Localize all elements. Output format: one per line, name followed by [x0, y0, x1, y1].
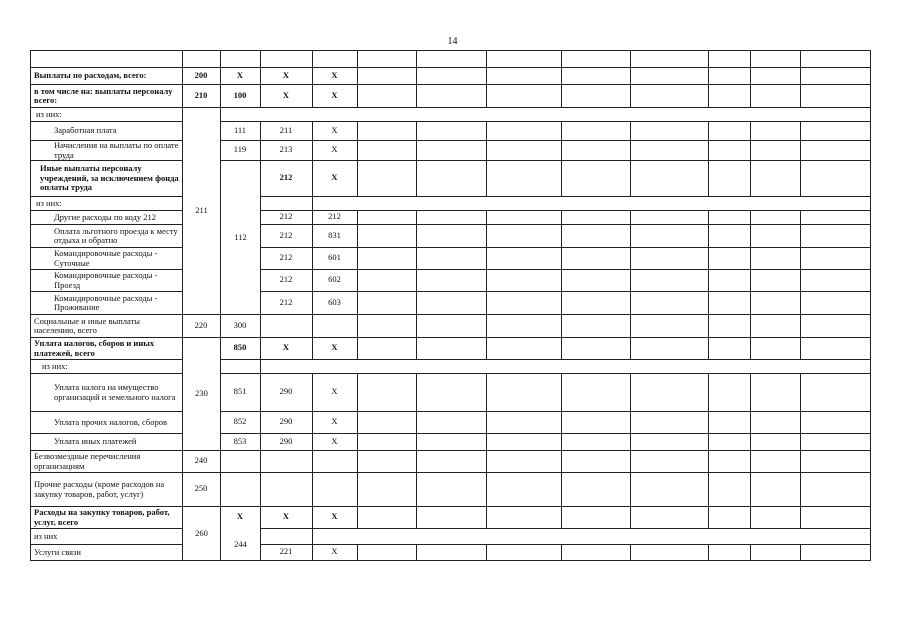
row-label-r22: из них: [34, 530, 58, 541]
col-line: [357, 472, 358, 506]
col-line: [260, 528, 261, 544]
col-line: [750, 247, 751, 269]
col-line: [561, 411, 562, 433]
col-line: [357, 411, 358, 433]
col-line: [561, 450, 562, 472]
kvr-code-r4: 111: [233, 124, 247, 135]
col-line: [260, 314, 261, 337]
col-line: [630, 433, 631, 450]
col-line: [708, 472, 709, 506]
col-line: [800, 450, 801, 472]
kvr-code-r1: X: [236, 69, 244, 80]
col-line: [561, 337, 562, 359]
col-line: [312, 314, 313, 337]
col-line: [630, 472, 631, 506]
col-line: [708, 140, 709, 160]
col-line: [800, 314, 801, 337]
row-label-r8: Другие расходы по коду 212: [54, 211, 156, 222]
col-line: [561, 291, 562, 314]
col-line: [630, 544, 631, 560]
kosgu-code-r23: 221: [279, 546, 293, 557]
row-line: [260, 314, 870, 315]
col-line: [708, 247, 709, 269]
analytic-code-r11: 602: [328, 274, 341, 285]
col-line: [800, 269, 801, 291]
col-line: [416, 506, 417, 528]
col-line: [750, 210, 751, 224]
col-line: [561, 506, 562, 528]
row-line: [260, 472, 870, 473]
col-line: [708, 291, 709, 314]
col-line: [561, 121, 562, 140]
col-line: [357, 433, 358, 450]
col-line: [800, 506, 801, 528]
col-line: [260, 450, 261, 472]
page-number: 14: [447, 36, 458, 47]
col-line: [416, 269, 417, 291]
table-border-top: [30, 50, 870, 51]
col-line: [630, 224, 631, 247]
col-line: [260, 472, 261, 506]
header-col-line: [708, 50, 709, 67]
col-line: [708, 160, 709, 196]
kosgu-code-r14: X: [282, 342, 290, 353]
col-line: [800, 247, 801, 269]
col-line: [800, 121, 801, 140]
kosgu-code-r4: 211: [279, 124, 293, 135]
col-line: [750, 472, 751, 506]
row-label-r1: Выплаты по расходам, всего:: [34, 70, 147, 81]
line-code-r1: 200: [194, 69, 208, 80]
row-line: [260, 528, 870, 529]
col-line: [800, 140, 801, 160]
col-line: [708, 337, 709, 359]
col-line: [416, 544, 417, 560]
col-line: [630, 160, 631, 196]
col-line: [708, 224, 709, 247]
analytic-code-r12: 603: [328, 296, 341, 307]
kvr-code-r16: 851: [233, 386, 247, 397]
col-line: [357, 544, 358, 560]
row-label-r9: Оплата льготного проезда к месту отдыха и обратно: [54, 225, 178, 245]
header-col-line: [800, 50, 801, 67]
table-border-left: [30, 50, 31, 561]
analytic-code-r23: X: [331, 546, 338, 557]
col-line: [486, 291, 487, 314]
row-label-r2: в том числе на: выплаты персоналу всего:: [34, 85, 173, 105]
header-col-line: [220, 50, 221, 67]
col-line: [800, 433, 801, 450]
line-code-r2: 210: [194, 89, 208, 100]
col-line: [708, 121, 709, 140]
col-line: [416, 67, 417, 84]
col-line: [750, 506, 751, 528]
col-line: [561, 373, 562, 411]
col-line: [486, 544, 487, 560]
analytic-code-r21: X: [331, 511, 338, 522]
col-line: [486, 472, 487, 506]
row-line: [220, 560, 260, 561]
col-line: [312, 528, 313, 544]
col-line: [486, 433, 487, 450]
col-line: [312, 472, 313, 506]
col-line: [630, 247, 631, 269]
row-line: [220, 359, 260, 360]
col-line: [486, 84, 487, 107]
col-line: [416, 160, 417, 196]
col-line: [416, 433, 417, 450]
row-label-r19: Безвозмездные перечисления организациям: [34, 451, 141, 471]
row-label-r21: Расходы на закупку товаров, работ, услуг, всего: [34, 507, 170, 527]
row-label-r20: Прочие расходы (кроме расходов на закупку товаров, работ, услуг): [34, 479, 165, 499]
analytic-code-r14: X: [331, 342, 338, 353]
analytic-code-r4: X: [331, 124, 338, 135]
header-col-line: [260, 50, 261, 67]
col-line: [750, 411, 751, 433]
analytic-code-r6: X: [331, 172, 338, 183]
analytic-code-r9: 831: [328, 229, 341, 240]
col-line: [416, 140, 417, 160]
col-line: [416, 337, 417, 359]
col-line: [357, 373, 358, 411]
row-label-r6: Иные выплаты персоналу учреждений, за исключением фонда оплаты труда: [40, 163, 179, 193]
kvr-code-r21: X: [236, 511, 244, 522]
col-line: [486, 373, 487, 411]
kvr-code-r5: 119: [233, 144, 247, 155]
row-label-r11: Командировочные расходы - Проезд: [54, 270, 158, 290]
row-label-r5: Начисления на выплаты по оплате труда: [54, 141, 179, 160]
row-label-r14: Уплата налогов, сборов и иных платежей, всего: [34, 338, 155, 358]
col-line: [260, 196, 261, 210]
header-col-line: [416, 50, 417, 67]
kosgu-code-r18: 290: [279, 435, 293, 446]
col-line: [486, 140, 487, 160]
row-label-r17: Уплата прочих налогов, сборов: [54, 416, 167, 427]
col-line: [630, 337, 631, 359]
row-line: [260, 560, 870, 561]
col-line: [357, 121, 358, 140]
col-line: [750, 224, 751, 247]
col-line: [357, 506, 358, 528]
col-line: [800, 411, 801, 433]
col-line: [486, 314, 487, 337]
col-line: [357, 337, 358, 359]
col-line: [561, 247, 562, 269]
col-line: [750, 544, 751, 560]
col-line: [750, 433, 751, 450]
col-line: [486, 67, 487, 84]
analytic-code-r17: X: [331, 416, 338, 427]
header-col-line: [630, 50, 631, 67]
col-line: [416, 210, 417, 224]
col-line: [416, 314, 417, 337]
col-line: [561, 140, 562, 160]
col-line: [708, 210, 709, 224]
col-line: [561, 269, 562, 291]
expenditure-table: [30, 50, 870, 580]
col-line: [708, 450, 709, 472]
merged-code-211: 211: [183, 108, 220, 314]
col-line: [416, 450, 417, 472]
kosgu-code-r6: 212: [279, 172, 293, 183]
analytic-code-r10: 601: [328, 252, 341, 263]
kosgu-code-r2: X: [282, 89, 290, 100]
kosgu-code-r16: 290: [279, 386, 293, 397]
row-label-r23: Услуги связи: [34, 546, 81, 557]
col-line: [800, 373, 801, 411]
col-line: [416, 224, 417, 247]
col-line: [800, 67, 801, 84]
line-code-r13: 220: [194, 319, 208, 330]
col-line: [357, 210, 358, 224]
col-line: [630, 269, 631, 291]
col-line: [708, 411, 709, 433]
header-col-line: [357, 50, 358, 67]
col-line: [630, 210, 631, 224]
col-line: [708, 314, 709, 337]
col-line: [416, 411, 417, 433]
col-line: [800, 210, 801, 224]
line-code-r20: 250: [194, 483, 208, 494]
kvr-merged-block: 112: [221, 161, 260, 314]
kosgu-code-r5: 213: [279, 144, 293, 155]
col-line: [750, 373, 751, 411]
col-line: [486, 160, 487, 196]
col-line: [630, 121, 631, 140]
col-line: [800, 84, 801, 107]
col-line: [486, 121, 487, 140]
row-label-r3: из них:: [36, 108, 62, 119]
table-border-right: [870, 50, 871, 561]
row-label-r13: Социальные и иные выплаты населению, всего: [34, 315, 141, 335]
col-line: [357, 269, 358, 291]
analytic-code-r8: 212: [328, 211, 341, 222]
col-line: [416, 291, 417, 314]
col-line: [708, 67, 709, 84]
col-line: [561, 224, 562, 247]
kosgu-code-r1: X: [282, 69, 290, 80]
merged-code-244: 244: [221, 529, 260, 560]
col-line: [750, 67, 751, 84]
col-line: [486, 247, 487, 269]
col-line: [800, 544, 801, 560]
col-line: [750, 314, 751, 337]
kosgu-code-r12: 212: [279, 296, 293, 307]
header-col-line: [182, 50, 183, 67]
col-line: [416, 84, 417, 107]
kosgu-code-r10: 212: [279, 252, 293, 263]
col-line: [800, 224, 801, 247]
col-line: [561, 544, 562, 560]
col-line: [416, 121, 417, 140]
kosgu-code-r17: 290: [279, 416, 293, 427]
col-line: [486, 450, 487, 472]
row-line: [30, 560, 182, 561]
col-line: [708, 506, 709, 528]
col-line: [312, 450, 313, 472]
col-line: [800, 472, 801, 506]
header-col-line: [750, 50, 751, 67]
col-line: [561, 210, 562, 224]
header-col-line: [561, 50, 562, 67]
analytic-code-r1: X: [331, 69, 338, 80]
col-line: [220, 472, 221, 506]
col-line: [561, 433, 562, 450]
merged-code-230: 230: [183, 338, 220, 450]
col-line: [486, 337, 487, 359]
col-line: [220, 359, 221, 373]
row-line: [220, 107, 260, 108]
analytic-code-r16: X: [331, 386, 338, 397]
col-line: [630, 140, 631, 160]
col-line: [357, 291, 358, 314]
kvr-code-r18: 853: [233, 435, 247, 446]
col-line: [750, 269, 751, 291]
kvr-code-r14: 850: [233, 342, 247, 353]
kosgu-code-r11: 212: [279, 274, 293, 285]
col-line: [630, 314, 631, 337]
col-line: [630, 291, 631, 314]
col-line: [357, 224, 358, 247]
row-line: [260, 359, 870, 360]
col-line: [561, 472, 562, 506]
row-label-r12: Командировочные расходы - Проживание: [54, 292, 158, 312]
col-line: [630, 373, 631, 411]
row-label-r10: Командировочные расходы - Суточные: [54, 248, 158, 268]
kosgu-code-r21: X: [282, 511, 290, 522]
col-line: [357, 140, 358, 160]
analytic-code-r18: X: [331, 435, 338, 446]
col-line: [630, 450, 631, 472]
row-label-r4: Заработная плата: [54, 125, 117, 136]
col-line: [708, 373, 709, 411]
kvr-code-r13: 300: [233, 319, 247, 330]
col-line: [750, 84, 751, 107]
col-line: [750, 140, 751, 160]
row-line: [182, 560, 220, 561]
analytic-code-r5: X: [331, 144, 338, 155]
col-line: [260, 359, 261, 373]
analytic-code-r2: X: [331, 89, 338, 100]
col-line: [708, 269, 709, 291]
col-line: [750, 291, 751, 314]
col-line: [357, 160, 358, 196]
col-line: [220, 107, 221, 121]
row-line: [260, 107, 870, 108]
col-line: [486, 210, 487, 224]
row-line: [260, 196, 870, 197]
row-line: [220, 450, 260, 451]
col-line: [486, 269, 487, 291]
col-line: [800, 291, 801, 314]
col-line: [357, 84, 358, 107]
header-col-line: [486, 50, 487, 67]
col-line: [357, 67, 358, 84]
col-line: [312, 196, 313, 210]
kosgu-code-r9: 212: [279, 229, 293, 240]
kosgu-code-r8: 212: [279, 211, 293, 222]
col-line: [416, 373, 417, 411]
kvr-code-r2: 100: [233, 89, 247, 100]
col-line: [486, 224, 487, 247]
row-line: [260, 450, 870, 451]
col-line: [708, 84, 709, 107]
col-line: [561, 84, 562, 107]
col-line: [561, 67, 562, 84]
col-line: [220, 450, 221, 472]
col-line: [561, 314, 562, 337]
col-line: [708, 433, 709, 450]
row-label-r16: Уплата налога на имущество организаций и земельного налога: [54, 382, 176, 402]
col-line: [357, 314, 358, 337]
col-line: [708, 544, 709, 560]
col-line: [357, 450, 358, 472]
col-line: [416, 247, 417, 269]
col-line: [486, 506, 487, 528]
col-line: [750, 160, 751, 196]
col-line: [800, 160, 801, 196]
merged-code-260: 260: [183, 507, 220, 560]
col-line: [800, 337, 801, 359]
line-code-r19: 240: [194, 455, 208, 466]
col-line: [357, 247, 358, 269]
row-label-r18: Уплата иных платежей: [54, 436, 137, 447]
col-line: [630, 67, 631, 84]
row-label-r7: из них:: [36, 197, 62, 208]
row-label-r15: из них:: [42, 360, 68, 371]
col-line: [750, 337, 751, 359]
col-line: [630, 506, 631, 528]
col-line: [630, 411, 631, 433]
col-line: [561, 160, 562, 196]
col-line: [486, 411, 487, 433]
col-line: [750, 450, 751, 472]
header-col-line: [312, 50, 313, 67]
col-line: [630, 84, 631, 107]
col-line: [750, 121, 751, 140]
kvr-code-r17: 852: [233, 416, 247, 427]
row-line: [220, 472, 260, 473]
col-line: [416, 472, 417, 506]
